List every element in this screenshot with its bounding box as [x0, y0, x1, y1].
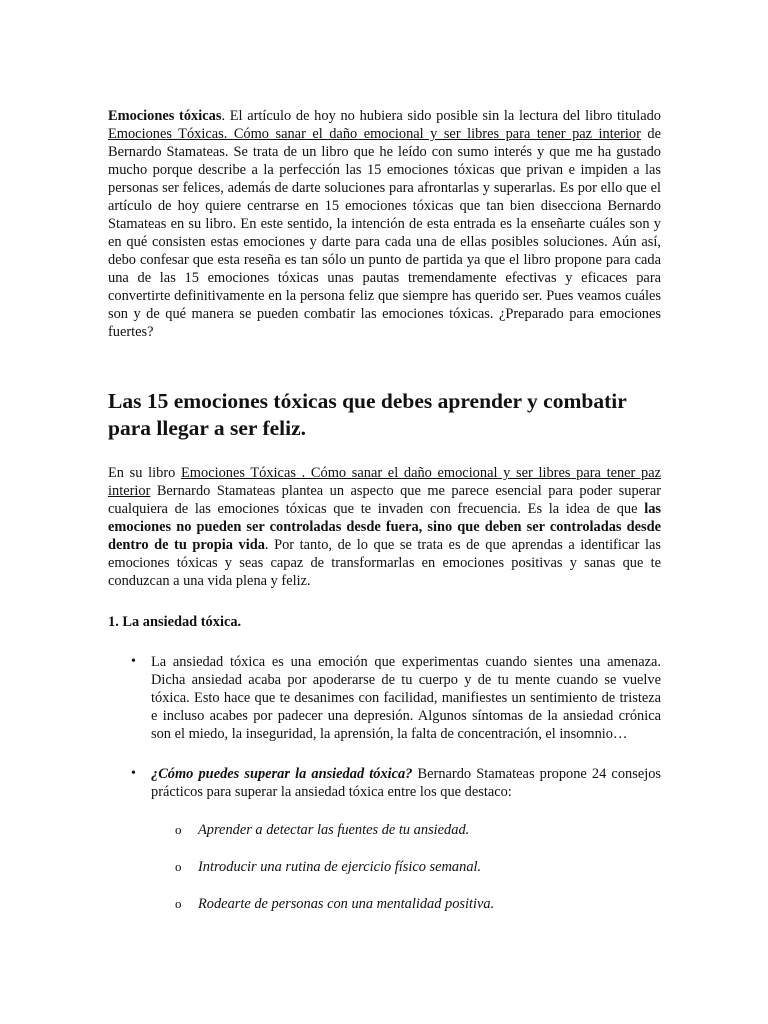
subsection-title: 1. La ansiedad tóxica.: [108, 614, 242, 630]
tip-item: [108, 821, 661, 839]
intro-text-2: de Bernardo Stamateas. Se trata de un libro que he leído con sumo interés y que me ha gustado mucho porque describe a la perfección las 15 emociones tóxicas que privan e impiden a las personas ser felices, además de darte soluciones para afrontarlas y superarlas. Es por ello que el artículo de hoy quiere centrarse en 15 emociones tóxicas que tan bien disecciona Bernardo Stamateas en su libro. En este sentido, la intención de esta entrada es la enseñarte cuáles son y en qué consisten estas emociones y darte para cada una de ellas posibles soluciones. Aún así, debo confesar que esta reseña es tan sólo un punto de partida ya que el libro propone para cada una de las 15 emociones tóxicas unas pautas tremendamente efectivas y eficaces para convertirte definitivamente en la persona feliz que siempre has querido ser. Pues veamos cuáles son y de qué manera se pueden combatir las emociones tóxicas. ¿Preparado para emociones fuertes?: [108, 126, 661, 340]
circle-bullet-icon: o: [175, 896, 182, 911]
tip-item: [108, 895, 661, 913]
tip-text: Introducir una rutina de ejercicio físico semanal.: [198, 859, 482, 875]
bullet-item-question: [108, 765, 661, 913]
book-paragraph: [108, 464, 661, 590]
bullet-text: La ansiedad tóxica es una emoción que experimentas cuando sientes una amenaza. Dicha ansiedad acaba por apoderarse de tu cuerpo y de tu mente cuando se vuelve tóxica. Esto hace que te desanimes con facilidad, manifiestes un sentimiento de tristeza e incluso acabes por padecer una depresión. Algunos síntomas de la ansiedad crónica son el miedo, la inseguridad, la aprensión, la falta de concentración, el insomnio…: [151, 654, 661, 742]
circle-bullet-icon: o: [175, 859, 182, 874]
intro-book-link[interactable]: Emociones Tóxicas. Cómo sanar el daño emocional y ser libres para tener paz interior: [108, 126, 641, 142]
book-paragraph-link[interactable]: Emociones Tóxicas . Cómo sanar el daño emocional y ser libres para tener paz interior: [108, 465, 661, 499]
document-page: [108, 107, 661, 913]
intro-lead-bold: Emociones tóxicas: [108, 108, 222, 124]
bullet-icon: •: [131, 654, 136, 669]
bullet-question: ¿Cómo puedes superar la ansiedad tóxica?: [151, 766, 413, 782]
bullet-icon: •: [131, 766, 136, 781]
intro-text-1: . El artículo de hoy no hubiera sido posible sin la lectura del libro titulado: [221, 108, 661, 124]
tip-item: [108, 858, 661, 876]
book-paragraph-start: En su libro: [108, 465, 182, 481]
book-paragraph-bold: las emociones no pueden ser controladas desde fuera, sino que deben ser controladas desde dentro de tu propia vida: [108, 501, 661, 553]
bullet-question-rest: Bernardo Stamateas propone 24 consejos prácticos para superar la ansiedad tóxica entre los que destaco:: [151, 766, 661, 800]
tips-list: [151, 821, 661, 913]
tip-text: Aprender a detectar las fuentes de tu ansiedad.: [198, 822, 470, 838]
book-paragraph-middle: Bernardo Stamateas plantea un aspecto que me parece esencial para poder superar cualquiera de las emociones tóxicas que te invaden con frecuencia. Es la idea de que: [108, 483, 661, 517]
bullet-item-description: [108, 653, 661, 743]
section-heading: Las 15 emociones tóxicas que debes aprender y combatir para llegar a ser feliz.: [108, 389, 627, 440]
tip-text: Rodearte de personas con una mentalidad positiva.: [198, 896, 495, 912]
circle-bullet-icon: o: [175, 822, 182, 837]
book-paragraph-end: . Por tanto, de lo que se trata es de que aprendas a identificar las emociones tóxicas y seas capaz de transformarlas en emociones positivas y sanas que te conduzcan a una vida plena y feliz.: [108, 537, 661, 589]
bullet-list: [108, 653, 661, 913]
intro-paragraph: [108, 107, 661, 341]
